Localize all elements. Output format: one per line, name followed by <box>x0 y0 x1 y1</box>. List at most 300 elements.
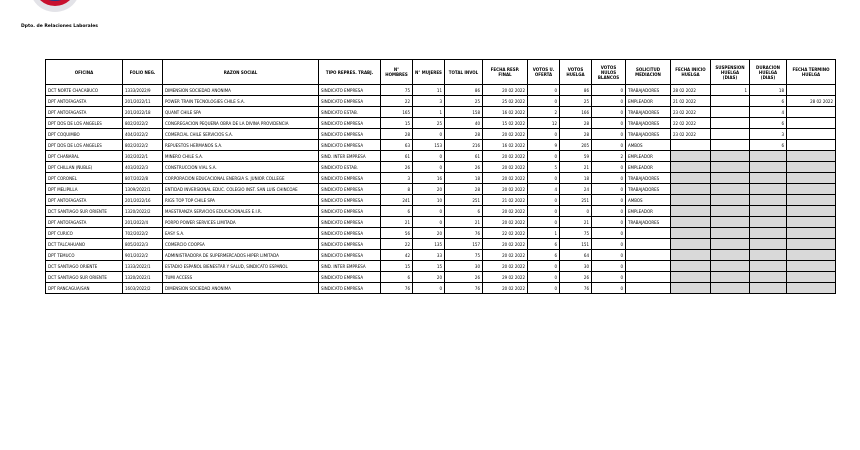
table-cell: 28 <box>381 129 413 140</box>
table-cell: 404/2022/2 <box>123 129 163 140</box>
table-cell: 1333/2022/9 <box>123 85 163 96</box>
table-cell: SIND. INTER EMPRESA <box>319 261 381 272</box>
table-cell: 21 <box>381 217 413 228</box>
table-cell: SINDICATO EMPRESA <box>319 140 381 151</box>
table-cell: 0 <box>592 173 626 184</box>
table-cell: 2 <box>592 151 626 162</box>
table-cell: EMPLEADOR <box>626 96 671 107</box>
table-cell: 0 <box>413 283 445 294</box>
table-cell: ESTADIO ESPAÑOL BIENESTAR Y SALUD, SINDICATO ESPAÑOL <box>163 261 319 272</box>
table-cell: 20 02 2022 <box>483 151 528 162</box>
table-cell: 63 <box>381 140 413 151</box>
table-cell: 75 <box>445 250 483 261</box>
table-cell: 24 <box>560 184 592 195</box>
table-cell: 20 02 2022 <box>483 261 528 272</box>
table-cell: 28 <box>445 129 483 140</box>
table-cell <box>750 239 787 250</box>
table-cell: 4 <box>750 107 787 118</box>
table-cell: 135 <box>413 239 445 250</box>
table-cell: 30 <box>445 261 483 272</box>
table-cell <box>671 206 711 217</box>
table-cell: ENTIDAD INVERSIONAL EDUC. COLEGIO INST. SAN LUIS CHINCOAE <box>163 184 319 195</box>
table-cell <box>711 162 750 173</box>
table-cell: 28 02 2022 <box>787 96 836 107</box>
table-cell: 0 <box>413 129 445 140</box>
column-header: FECHA RESP. FINAL <box>483 60 528 85</box>
table-cell: 8 <box>381 184 413 195</box>
column-header: TIPO REPRES. TRABJ. <box>319 60 381 85</box>
table-cell: 0 <box>528 283 560 294</box>
table-cell: 20 02 2022 <box>483 217 528 228</box>
table-cell <box>787 129 836 140</box>
table-cell <box>671 184 711 195</box>
table-cell: 165 <box>381 107 413 118</box>
table-row <box>46 107 836 118</box>
table-cell <box>711 151 750 162</box>
table-cell: 157 <box>445 239 483 250</box>
table-cell <box>711 96 750 107</box>
table-cell: 10 <box>413 195 445 206</box>
table-cell: 21 02 2022 <box>483 195 528 206</box>
table-cell: 0 <box>592 184 626 195</box>
table-cell: 75 <box>560 228 592 239</box>
table-cell <box>711 195 750 206</box>
table-cell: 20 02 2022 <box>483 206 528 217</box>
table-row <box>46 206 836 217</box>
table-row <box>46 272 836 283</box>
table-cell: 0 <box>592 107 626 118</box>
table-cell: ADMINISTRADORA DE SUPERMERCADOS HIPER LIMITADA <box>163 250 319 261</box>
table-cell: DPT ANTOFAGASTA <box>46 217 123 228</box>
table-cell: 807/2022/8 <box>123 173 163 184</box>
table-cell <box>671 173 711 184</box>
table-cell: 18 <box>750 85 787 96</box>
table-cell: 0 <box>592 140 626 151</box>
table-cell: 6 <box>750 118 787 129</box>
table-cell: DPT ANTOFAGASTA <box>46 107 123 118</box>
table-cell <box>711 107 750 118</box>
table-cell: SINDICATO EMPRESA <box>319 85 381 96</box>
table-cell: 18 <box>445 173 483 184</box>
table-cell: 1309/2022/1 <box>123 184 163 195</box>
table-cell <box>711 173 750 184</box>
table-cell: SINDICATO EMPRESA <box>319 228 381 239</box>
table-row <box>46 283 836 294</box>
table-cell: 0 <box>592 118 626 129</box>
table-cell: 0 <box>528 173 560 184</box>
table-cell: 6 <box>381 272 413 283</box>
table-cell: 0 <box>592 239 626 250</box>
table-cell: 6 <box>750 96 787 107</box>
table-cell <box>750 162 787 173</box>
table-cell: 21 <box>445 217 483 228</box>
table-cell: 151 <box>560 239 592 250</box>
table-row <box>46 250 836 261</box>
table-cell: 0 <box>528 261 560 272</box>
table-cell: 0 <box>413 151 445 162</box>
column-header: N° MUJERES <box>413 60 445 85</box>
table-cell <box>711 261 750 272</box>
table-cell: 86 <box>445 85 483 96</box>
table-cell <box>711 129 750 140</box>
column-header: SOLICITUD MEDIACION <box>626 60 671 85</box>
table-cell <box>671 272 711 283</box>
table-cell: 64 <box>560 250 592 261</box>
table-cell: 21 <box>560 217 592 228</box>
table-cell <box>626 261 671 272</box>
table-cell <box>787 250 836 261</box>
table-cell: 0 <box>592 261 626 272</box>
column-header: TOTAL INVOL <box>445 60 483 85</box>
table-row <box>46 151 836 162</box>
table-cell: TRABAJADORES <box>626 184 671 195</box>
table-cell <box>750 151 787 162</box>
table-cell: 3 <box>750 129 787 140</box>
table-cell: 0 <box>592 129 626 140</box>
table-cell: 11 <box>413 85 445 96</box>
table-cell: 76 <box>560 283 592 294</box>
table-cell: 0 <box>592 162 626 173</box>
table-cell: 1 <box>413 107 445 118</box>
table-row <box>46 217 836 228</box>
table-cell <box>626 239 671 250</box>
table-cell: 76 <box>445 283 483 294</box>
table-cell: DPT RANCAGUA/SAN <box>46 283 123 294</box>
table-cell: CONSTRUCCION VIAL S.A. <box>163 162 319 173</box>
table-cell: 0 <box>592 217 626 228</box>
table-cell <box>671 217 711 228</box>
table-cell: 901/2022/2 <box>123 250 163 261</box>
table-cell: 0 <box>413 217 445 228</box>
table-cell <box>787 118 836 129</box>
table-cell: DIMENSION SOCIEDAD ANONIMA <box>163 85 319 96</box>
table-cell: 0 <box>528 206 560 217</box>
column-header: VOTOS U. OFERTA <box>528 60 560 85</box>
table-cell: 1320/2022/1 <box>123 272 163 283</box>
table-cell: SINDICATO ESTAB. <box>319 162 381 173</box>
table-cell: 20 02 2022 <box>483 85 528 96</box>
table-cell <box>711 217 750 228</box>
table-cell: 251 <box>445 195 483 206</box>
table-cell: 3 <box>413 96 445 107</box>
table-cell: 25 <box>445 96 483 107</box>
column-header: RAZON SOCIAL <box>163 60 319 85</box>
table-cell: 75 <box>381 85 413 96</box>
table-cell: COMERCIAL CHILE SERVICIOS S.A. <box>163 129 319 140</box>
table-cell <box>787 228 836 239</box>
table-row <box>46 228 836 239</box>
table-cell: 20 02 2022 <box>483 283 528 294</box>
table-cell: DPT MELIPILLA <box>46 184 123 195</box>
table-cell: 20 02 2022 <box>483 173 528 184</box>
table-cell <box>750 206 787 217</box>
table-cell: 28 02 2022 <box>671 85 711 96</box>
table-cell: 0 <box>528 195 560 206</box>
table-cell: 0 <box>528 129 560 140</box>
table-cell: 0 <box>413 162 445 173</box>
table-cell <box>671 250 711 261</box>
table-cell: TUMI ACCESS <box>163 272 319 283</box>
table-row <box>46 184 836 195</box>
table-cell: DCT NORTE CHACABUCO <box>46 85 123 96</box>
table-cell: 702/2022/2 <box>123 228 163 239</box>
table-cell: 16 02 2022 <box>483 107 528 118</box>
table-cell: 20 02 2022 <box>483 184 528 195</box>
table-cell: 15 02 2022 <box>483 118 528 129</box>
logo-icon <box>26 0 84 12</box>
table-cell: 21 <box>560 162 592 173</box>
table-cell: 2 <box>528 107 560 118</box>
table-cell: DPT CURICO <box>46 228 123 239</box>
table-cell: 0 <box>592 228 626 239</box>
table-cell: 15 <box>381 261 413 272</box>
table-cell: 20 02 2022 <box>483 239 528 250</box>
table-cell: 61 <box>381 151 413 162</box>
table-cell <box>750 283 787 294</box>
table-cell <box>787 272 836 283</box>
table-cell: 201/2022/18 <box>123 107 163 118</box>
table-cell: EMPLEADOR <box>626 206 671 217</box>
table-cell: SINDICATO EMPRESA <box>319 206 381 217</box>
table-cell: DPT DOS DE LOS ANGELES <box>46 140 123 151</box>
table-cell: AMBOS <box>626 140 671 151</box>
table-cell: 0 <box>528 272 560 283</box>
table-cell: DPT CHILLAN (ÑUBLE) <box>46 162 123 173</box>
table-cell <box>626 283 671 294</box>
strike-negotiations-table <box>45 59 836 294</box>
table-cell: 205 <box>560 140 592 151</box>
table-body <box>46 85 836 294</box>
table-cell: 16 02 2022 <box>483 140 528 151</box>
table-cell <box>711 228 750 239</box>
table-cell <box>711 283 750 294</box>
table-cell <box>787 162 836 173</box>
table-cell: 28 <box>560 129 592 140</box>
table-cell: DPT ANTOFAGASTA <box>46 96 123 107</box>
table-cell: SINDICATO EMPRESA <box>319 217 381 228</box>
table-cell: 0 <box>528 151 560 162</box>
table-cell: 216 <box>445 140 483 151</box>
table-cell: MAESTRANZA SERVICIOS EDUCACIONALES E.I.R. <box>163 206 319 217</box>
table-cell: TRABAJADORES <box>626 173 671 184</box>
table-cell: SINDICATO EMPRESA <box>319 250 381 261</box>
table-cell <box>787 261 836 272</box>
table-cell: 40 <box>445 118 483 129</box>
table-cell <box>787 283 836 294</box>
table-cell: TRABAJADORES <box>626 217 671 228</box>
table-cell: DPT COQUIMBO <box>46 129 123 140</box>
column-header: FECHA INICIO HUELGA <box>671 60 711 85</box>
table-cell <box>750 261 787 272</box>
table-cell <box>671 140 711 151</box>
table-row <box>46 173 836 184</box>
table-cell: SINDICATO EMPRESA <box>319 184 381 195</box>
table-cell <box>671 283 711 294</box>
table-cell: 61 <box>445 151 483 162</box>
direccion-del-trabajo-logo <box>26 0 84 12</box>
table-cell <box>750 272 787 283</box>
table-cell: 20 02 2022 <box>483 162 528 173</box>
table-cell: 1 <box>528 228 560 239</box>
table-cell: 15 <box>381 118 413 129</box>
table-cell: 0 <box>528 96 560 107</box>
table-cell: 1333/2022/1 <box>123 261 163 272</box>
table-cell <box>787 206 836 217</box>
table-cell: COMERCIO COOPSA <box>163 239 319 250</box>
column-header: DURACION HUELGA (DIAS) <box>750 60 787 85</box>
table-cell: DPT TEMUCO <box>46 250 123 261</box>
table-cell: 0 <box>592 85 626 96</box>
table-cell <box>750 184 787 195</box>
table-cell: 6 <box>528 250 560 261</box>
table-cell: 9 <box>528 140 560 151</box>
table-cell: SINDICATO EMPRESA <box>319 283 381 294</box>
table-cell: MINERO CHILE S.A. <box>163 151 319 162</box>
table-cell: 15 <box>413 261 445 272</box>
table-cell: 0 <box>592 96 626 107</box>
table-cell: 30 <box>560 261 592 272</box>
table-cell <box>787 151 836 162</box>
table-cell: 0 <box>592 283 626 294</box>
table-cell: 86 <box>560 85 592 96</box>
table-cell <box>787 239 836 250</box>
table-row <box>46 85 836 96</box>
table-cell: 76 <box>445 228 483 239</box>
table-cell: 201/2022/16 <box>123 195 163 206</box>
table-cell: 0 <box>592 195 626 206</box>
table-cell <box>626 250 671 261</box>
table-cell: 6 <box>528 239 560 250</box>
table-cell: 28 <box>445 184 483 195</box>
table-cell: 29 02 2022 <box>483 272 528 283</box>
table-cell: 26 <box>381 162 413 173</box>
table-cell: 158 <box>445 107 483 118</box>
table-cell: 25 <box>413 118 445 129</box>
table-cell: DCT SANTIAGO ORIENTE <box>46 261 123 272</box>
table-cell <box>787 140 836 151</box>
table-cell <box>750 250 787 261</box>
table-cell: 201/2022/4 <box>123 217 163 228</box>
table-cell <box>750 228 787 239</box>
table-cell: PORPO POWER SERVICES LIMITADA <box>163 217 319 228</box>
table-cell: 251 <box>560 195 592 206</box>
table-cell: EMPLEADOR <box>626 162 671 173</box>
table-cell: 0 <box>560 206 592 217</box>
table-cell: 1320/2022/2 <box>123 206 163 217</box>
table-row <box>46 96 836 107</box>
table-cell: 22 <box>381 96 413 107</box>
table-cell: DCT SANTIAGO SUR ORIENTE <box>46 206 123 217</box>
table-cell <box>671 228 711 239</box>
table-cell: 802/2022/2 <box>123 140 163 151</box>
table-cell: 56 <box>381 228 413 239</box>
table-cell: 28 <box>560 118 592 129</box>
table-cell: 22 <box>381 239 413 250</box>
table-cell: 22 02 2022 <box>483 228 528 239</box>
table-cell: SINDICATO EMPRESA <box>319 96 381 107</box>
table-cell: SINDICATO EMPRESA <box>319 239 381 250</box>
table-cell: 20 02 2022 <box>483 250 528 261</box>
column-header: FECHA TERMINO HUELGA <box>787 60 836 85</box>
table-cell <box>711 184 750 195</box>
table-cell: 18 <box>560 173 592 184</box>
table-cell: 21 02 2022 <box>671 96 711 107</box>
table-cell: 33 <box>413 250 445 261</box>
table-cell: POWER TRAIN TECNOLOGIES CHILE S.A. <box>163 96 319 107</box>
table-cell: 403/2022/3 <box>123 162 163 173</box>
table-row <box>46 239 836 250</box>
table-cell: TRABAJADORES <box>626 129 671 140</box>
table-cell: 23 02 2022 <box>671 129 711 140</box>
table-cell: DPT CORONEL <box>46 173 123 184</box>
column-header: SUSPENSION HUELGA (DIAS) <box>711 60 750 85</box>
column-header: OFICINA <box>46 60 123 85</box>
table-cell <box>750 195 787 206</box>
column-header: N° HOMBRES <box>381 60 413 85</box>
table-cell: QUANT CHILE SPA <box>163 107 319 118</box>
table-cell: CORPORACION EDUCACIONAL ENERGIA S. JUNIOR COLLEGE <box>163 173 319 184</box>
table-cell: 802/2022/2 <box>123 118 163 129</box>
table-cell: 201/2022/11 <box>123 96 163 107</box>
table-cell: 22 02 2022 <box>671 118 711 129</box>
table-cell: 0 <box>592 250 626 261</box>
table-cell: 26 <box>445 162 483 173</box>
table-cell: SIND. INTER EMPRESA <box>319 151 381 162</box>
table-cell: TRABAJADORES <box>626 118 671 129</box>
table-cell: 241 <box>381 195 413 206</box>
table-row <box>46 118 836 129</box>
table-cell: SINDICATO EMPRESA <box>319 173 381 184</box>
table-cell: 4 <box>528 184 560 195</box>
table-cell <box>711 250 750 261</box>
table-cell: 805/2022/3 <box>123 239 163 250</box>
table-cell <box>671 151 711 162</box>
table-cell <box>787 195 836 206</box>
table-cell: 302/2022/1 <box>123 151 163 162</box>
table-cell: 0 <box>528 85 560 96</box>
table-cell: 0 <box>413 206 445 217</box>
table-cell: 76 <box>381 283 413 294</box>
table-cell: 42 <box>381 250 413 261</box>
table-cell <box>671 261 711 272</box>
table-cell: 59 <box>560 151 592 162</box>
table-cell: EASY S.A. <box>163 228 319 239</box>
table-cell: DCT TALCAHUANO <box>46 239 123 250</box>
table-cell: 25 02 2022 <box>483 96 528 107</box>
table-cell: DPT DOS DE LOS ANGELES <box>46 118 123 129</box>
table-cell: EMPLEADOR <box>626 151 671 162</box>
table-cell <box>750 217 787 228</box>
table-row <box>46 129 836 140</box>
table-cell: 0 <box>528 217 560 228</box>
table-cell: SINDICATO EMPRESA <box>319 195 381 206</box>
table-cell: 20 02 2022 <box>483 129 528 140</box>
table-row <box>46 140 836 151</box>
table-row <box>46 162 836 173</box>
table-cell <box>787 184 836 195</box>
table-cell <box>626 272 671 283</box>
table-cell: SINDICATO EMPRESA <box>319 272 381 283</box>
table-cell: 3 <box>381 173 413 184</box>
table-cell <box>671 195 711 206</box>
table-cell <box>711 140 750 151</box>
table-row <box>46 195 836 206</box>
table-cell: TRABAJADORES <box>626 85 671 96</box>
table-header-row <box>46 60 836 85</box>
table-cell <box>711 272 750 283</box>
department-title: Dpto. de Relaciones Laborales <box>21 24 98 29</box>
table-cell: CONGREGACION PEQUEÑA OBRA DE LA DIVINA PROVIDENCIA <box>163 118 319 129</box>
